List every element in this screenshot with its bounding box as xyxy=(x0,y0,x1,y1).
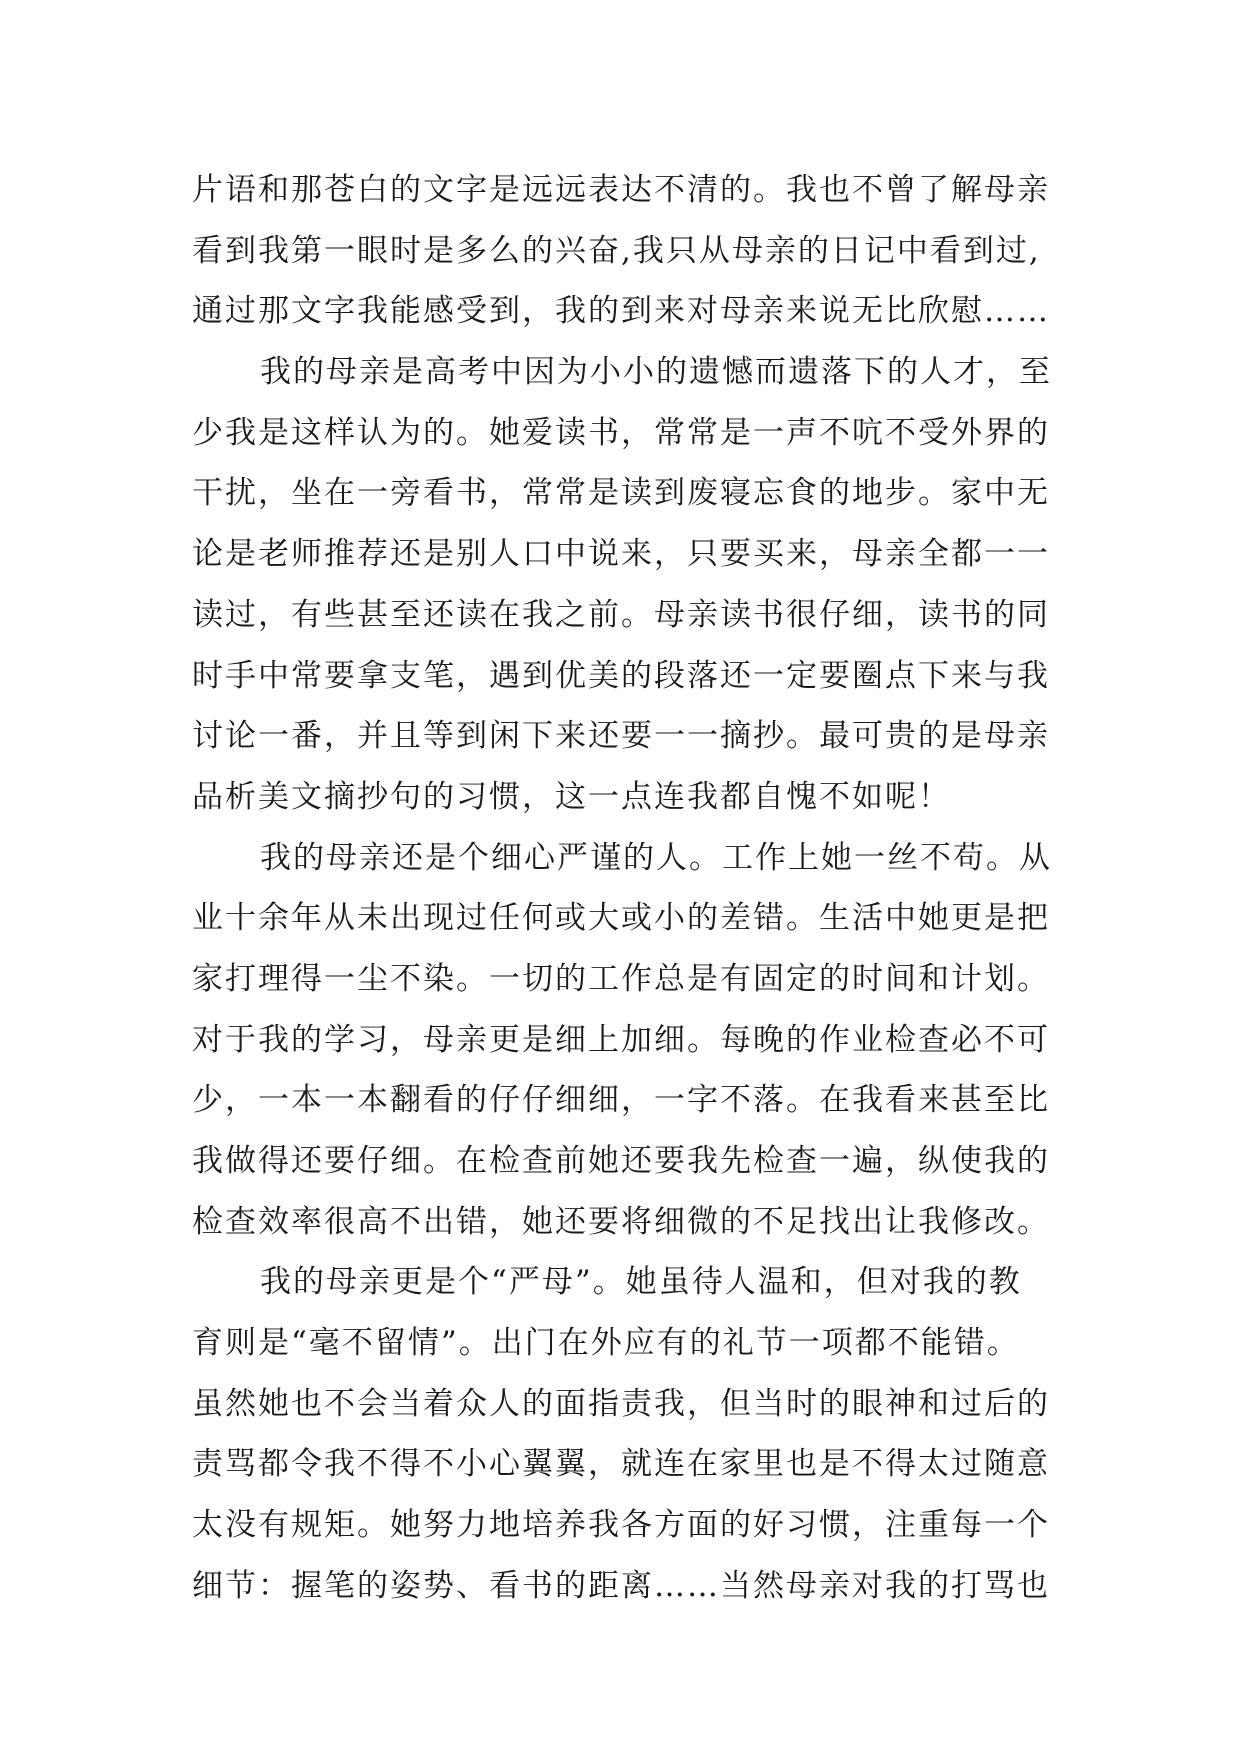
text-line: 讨论一番，并且等到闲下来还要一一摘抄。最可贵的是母亲 xyxy=(192,718,1050,755)
text-line: 时手中常要拿支笔，遇到优美的段落还一定要圈点下来与我 xyxy=(192,657,1050,694)
text-line: 太没有规矩。她努力地培养我各方面的好习惯，注重每一个 xyxy=(192,1507,1050,1544)
text-line: 干扰，坐在一旁看书，常常是读到废寝忘食的地步。家中无 xyxy=(192,475,1050,512)
text-line: 对于我的学习，母亲更是细上加细。每晚的作业检查必不可 xyxy=(192,1021,1050,1058)
paragraph-first-line: 我的母亲是高考中因为小小的遗憾而遗落下的人才，至 xyxy=(260,354,1052,391)
paragraph-first-line: 我的母亲还是个细心严谨的人。工作上她一丝不苟。从 xyxy=(260,839,1052,876)
text-line: 业十余年从未出现过任何或大或小的差错。生活中她更是把 xyxy=(192,900,1050,937)
text-line: 虽然她也不会当着众人的面指责我，但当时的眼神和过后的 xyxy=(192,1385,1050,1422)
paragraph-first-line: 我的母亲更是个“严母”。她虽待人温和，但对我的教 xyxy=(260,1264,1022,1301)
text-line: 我做得还要仔细。在检查前她还要我先检查一遍，纵使我的 xyxy=(192,1143,1050,1179)
text-line: 家打理得一尘不染。一切的工作总是有固定的时间和计划。 xyxy=(192,960,1050,997)
text-line: 检查效率很高不出错，她还要将细微的不足找出让我修改。 xyxy=(192,1203,1050,1240)
text-line: 论是老师推荐还是别人口中说来，只要买来，母亲全都一一 xyxy=(192,536,1050,573)
text-line: 少，一本一本翻看的仔仔细细，一字不落。在我看来甚至比 xyxy=(192,1082,1050,1119)
text-line: 片语和那苍白的文字是远远表达不清的。我也不曾了解母亲 xyxy=(192,172,1050,208)
text-line: 品析美文摘抄句的习惯，这一点连我都自愧不如呢！ xyxy=(192,778,951,815)
text-line: 少我是这样认为的。她爱读书，常常是一声不吭不受外界的 xyxy=(192,414,1050,451)
text-line: 通过那文字我能感受到，我的到来对母亲来说无比欣慰…… xyxy=(192,293,1050,330)
document-body xyxy=(192,160,1092,1617)
text-line: 看到我第一眼时是多么的兴奋,我只从母亲的日记中看到过, xyxy=(192,232,1041,269)
text-line: 细节：握笔的姿势、看书的距离……当然母亲对我的打骂也 xyxy=(192,1567,1050,1604)
text-line: 育则是“毫不留情”。出门在外应有的礼节一项都不能错。 xyxy=(192,1325,1020,1362)
text-line: 读过，有些甚至还读在我之前。母亲读书很仔细，读书的同 xyxy=(192,596,1050,633)
text-line: 责骂都令我不得不小心翼翼，就连在家里也是不得太过随意 xyxy=(192,1446,1050,1483)
